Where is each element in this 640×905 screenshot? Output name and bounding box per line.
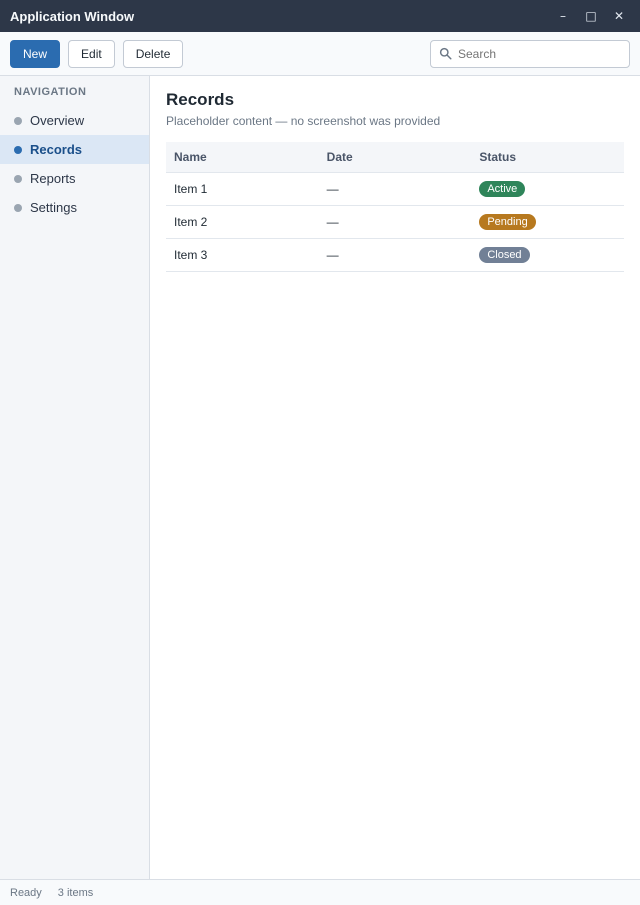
column-header-status[interactable]: Status: [471, 142, 624, 173]
records-table: [166, 142, 624, 272]
cell-name: Item 1: [166, 173, 319, 206]
cell-date: —: [319, 173, 472, 206]
search-box[interactable]: [430, 40, 630, 68]
page-subtitle: Placeholder content — no screenshot was provided: [166, 114, 441, 128]
cell-date: —: [319, 239, 472, 272]
bullet-icon: [14, 146, 22, 154]
table-row[interactable]: [166, 239, 624, 272]
status-badge: Active: [479, 181, 525, 197]
table-header-row: [166, 142, 624, 173]
toolbar: [0, 32, 640, 76]
search-icon: [439, 47, 452, 60]
minimize-icon[interactable]: –: [560, 9, 566, 23]
maximize-icon[interactable]: □: [585, 9, 597, 23]
sidebar-item-records[interactable]: [0, 135, 149, 164]
status-badge: Pending: [479, 214, 535, 230]
window-controls: [552, 6, 630, 26]
page-title: Records: [166, 90, 235, 109]
title-bar: [0, 0, 640, 32]
cell-status: [471, 239, 624, 272]
column-header-name[interactable]: Name: [166, 142, 319, 173]
delete-button[interactable]: Delete: [123, 40, 184, 68]
cell-name: Item 3: [166, 239, 319, 272]
table-row[interactable]: [166, 173, 624, 206]
item-count: 3 items: [57, 886, 94, 899]
sidebar-item-reports[interactable]: [0, 164, 149, 193]
sidebar-item-settings[interactable]: [0, 193, 149, 222]
status-badge: Closed: [479, 247, 529, 263]
sidebar: [0, 76, 150, 879]
cell-status: [471, 206, 624, 239]
sidebar-item-label: Reports: [30, 171, 76, 186]
cell-status: [471, 173, 624, 206]
sidebar-item-label: Settings: [30, 200, 77, 215]
window-title: Application Window: [10, 8, 135, 24]
cell-name: Item 2: [166, 206, 319, 239]
bullet-icon: [14, 117, 22, 125]
cell-date: —: [319, 206, 472, 239]
column-header-date[interactable]: Date: [319, 142, 472, 173]
content-area: [0, 76, 640, 879]
status-bar: [0, 879, 640, 905]
new-button[interactable]: New: [10, 40, 60, 68]
status-text: Ready: [10, 886, 42, 899]
main-panel: [150, 76, 640, 879]
table-row[interactable]: [166, 206, 624, 239]
sidebar-item-label: Overview: [30, 113, 85, 128]
search-input[interactable]: [458, 47, 621, 61]
sidebar-heading: NAVIGATION: [14, 86, 87, 98]
sidebar-item-overview[interactable]: [0, 106, 149, 135]
bullet-icon: [14, 204, 22, 212]
bullet-icon: [14, 175, 22, 183]
sidebar-item-label: Records: [30, 142, 83, 157]
close-icon[interactable]: ✕: [613, 9, 625, 23]
edit-button[interactable]: Edit: [68, 40, 115, 68]
